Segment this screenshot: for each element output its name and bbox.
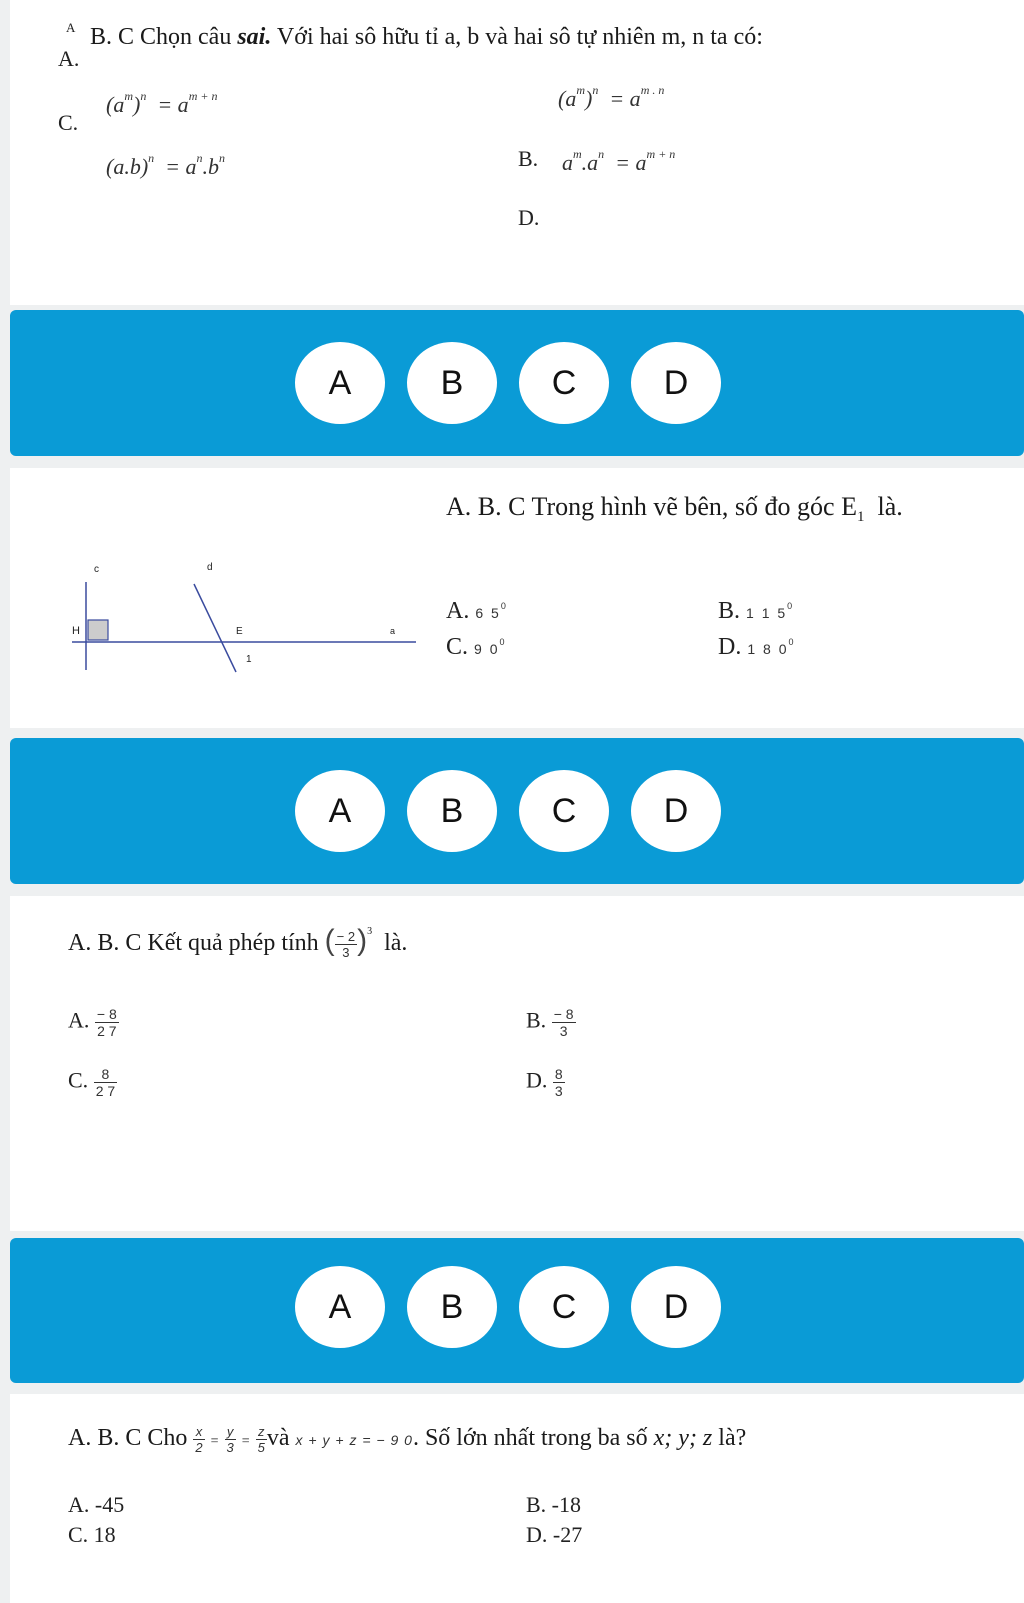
question-card-4 <box>10 1394 1024 1603</box>
answer-bar-3 <box>10 1238 1024 1383</box>
label-h: H <box>72 625 80 637</box>
option-a-label: A. <box>58 46 80 71</box>
formula-product-same-base: $a^m.a^n = a^{m + n}$ <box>562 147 676 175</box>
q2-option-a: A. 6 $5^0$ <box>446 598 508 624</box>
question-card-1 <box>10 0 1024 305</box>
q3-option-a: A. $\frac{- 8}{2 7}$ <box>68 1006 117 1039</box>
geometry-figure <box>60 556 420 676</box>
option-c-label: C. <box>58 110 79 135</box>
label-d: d <box>207 562 213 573</box>
q3-option-c: C. $\frac{8}{2 7}$ <box>68 1066 116 1099</box>
answer-option-c-button[interactable]: C <box>519 770 609 852</box>
q3-option-d: D. $\frac{8}{3}$ <box>526 1066 563 1099</box>
question-3-text: A. B. C Kết quả phép tính ( $\frac{- 2}{3}$ )$^3$ là. <box>68 924 408 960</box>
option-b-label: B. <box>518 146 539 171</box>
answer-option-c-button[interactable]: C <box>519 342 609 424</box>
label-e: E <box>236 626 243 637</box>
answer-option-a-button[interactable]: A <box>295 1266 385 1348</box>
q3-option-b: B. $\frac{- 8}{3}$ <box>526 1006 574 1039</box>
formula-power-sum: $(a^m)^n = a^{m + n}$ <box>106 89 218 117</box>
question-2-text: A. B. C Trong hình vẽ bên, số đo góc $E_1$ là. <box>446 492 903 526</box>
q2-option-c: C. 9 $0^0$ <box>446 634 507 660</box>
question-card-3 <box>10 896 1024 1231</box>
answer-option-a-button[interactable]: A <box>295 342 385 424</box>
answer-option-a-button[interactable]: A <box>295 770 385 852</box>
label-angle-1: 1 <box>246 654 252 665</box>
label-c: c <box>94 564 99 575</box>
answer-bar-2 <box>10 738 1024 884</box>
answer-option-b-button[interactable]: B <box>407 1266 497 1348</box>
label-a: a <box>390 626 396 636</box>
question-1-text: B. C Chọn câu sai. Với hai sô hữu tỉ a, b và hai sô tự nhiên m, n ta có: <box>90 24 763 50</box>
q2-option-b: B. 1 1 $5^0$ <box>718 598 795 624</box>
q4-option-b: B. -18 <box>526 1492 581 1517</box>
option-d-label: D. <box>518 205 540 230</box>
question-card-2 <box>10 468 1024 728</box>
formula-power-product: $(a^m)^n = a^{m . n}$ <box>558 83 665 111</box>
q4-option-a: A. -45 <box>68 1492 125 1517</box>
formula-product-power: $(a.b)^n = a^n.b^n$ <box>106 151 226 179</box>
answer-option-d-button[interactable]: D <box>631 1266 721 1348</box>
question-4-text: A. B. C Cho $\frac{x}{2}$ = $\frac{y}{3}$ = $\frac{z}{5}$ và x + y + z = − 9 0. Số lớn nhất trong ba số x; y; z là? <box>68 1424 747 1455</box>
q4-option-d: D. -27 <box>526 1522 583 1547</box>
answer-option-b-button[interactable]: B <box>407 770 497 852</box>
answer-bar-1 <box>10 310 1024 456</box>
option-a-small-label: A <box>66 20 76 35</box>
q4-option-c: C. 18 <box>68 1522 116 1547</box>
q2-option-d: D. 1 8 $0^0$ <box>718 634 796 660</box>
answer-option-c-button[interactable]: C <box>519 1266 609 1348</box>
line-d <box>194 584 236 672</box>
answer-option-b-button[interactable]: B <box>407 342 497 424</box>
right-angle-mark <box>88 620 108 640</box>
answer-option-d-button[interactable]: D <box>631 342 721 424</box>
answer-option-d-button[interactable]: D <box>631 770 721 852</box>
